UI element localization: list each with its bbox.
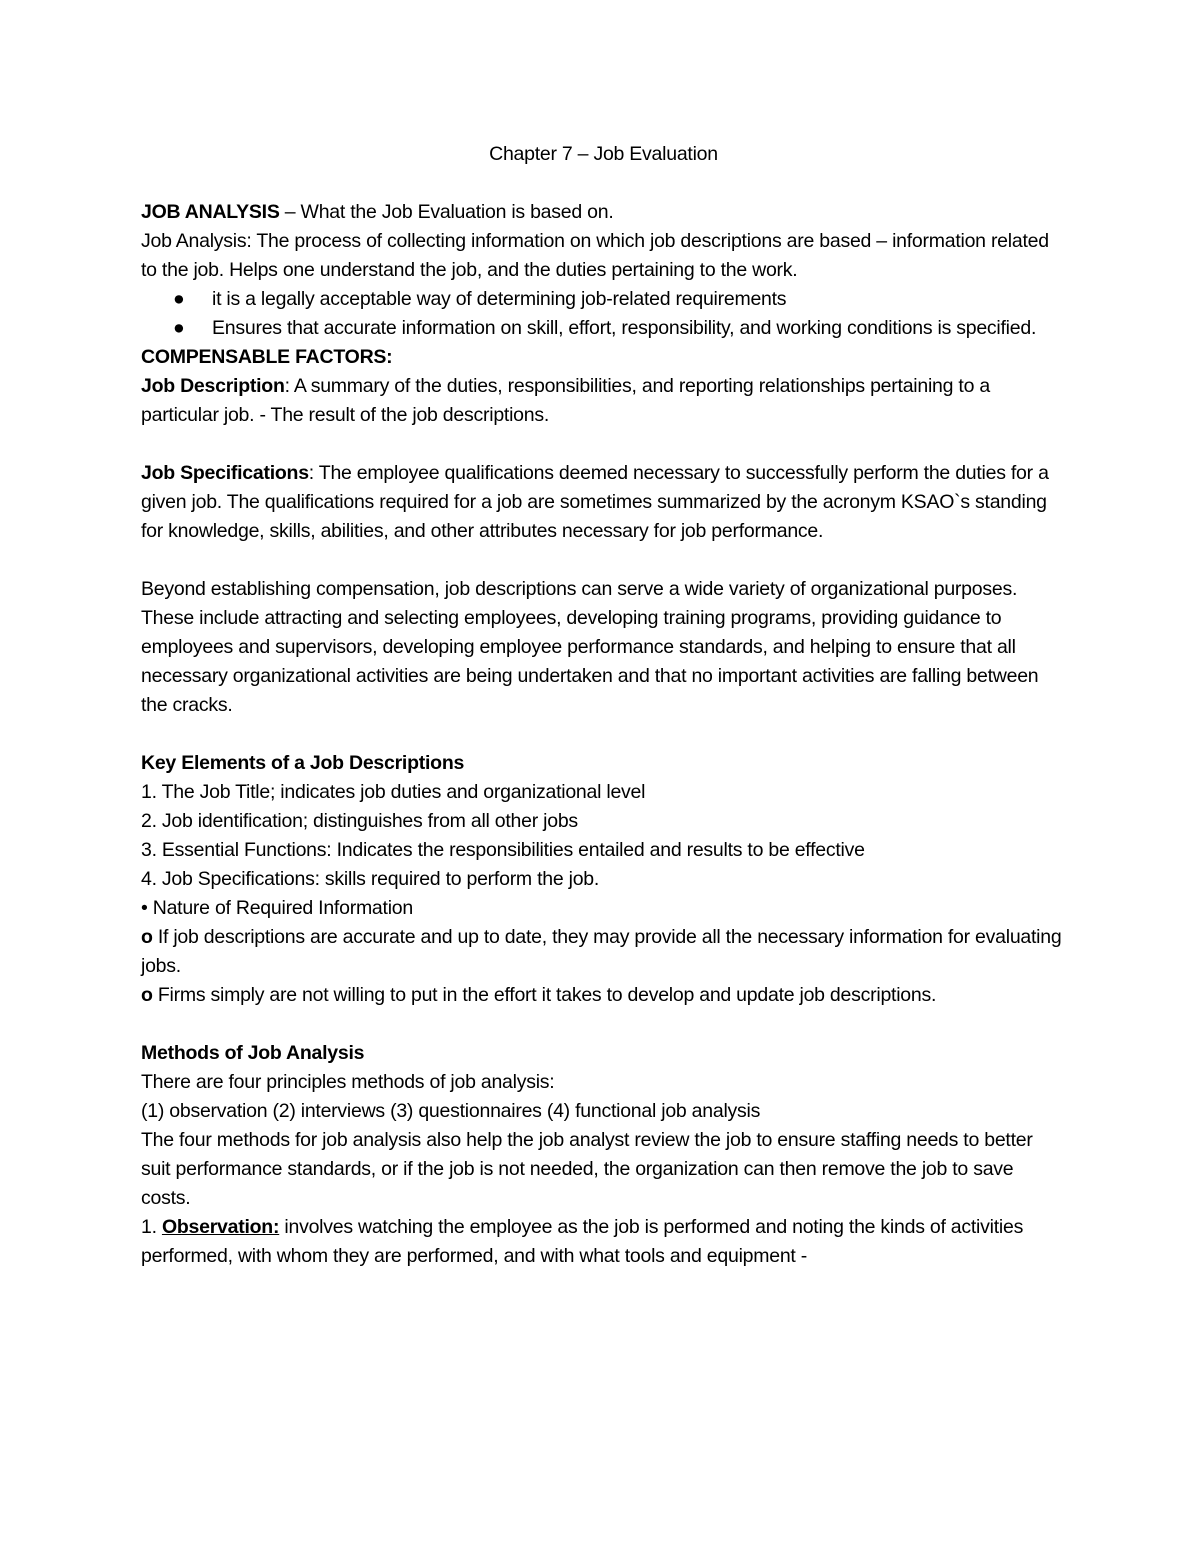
spacer bbox=[141, 546, 1066, 575]
document-page bbox=[141, 140, 1066, 1271]
observation-paragraph bbox=[141, 1213, 1066, 1271]
list-item bbox=[141, 285, 1066, 314]
observation-number: 1. bbox=[141, 1216, 162, 1238]
methods-heading: Methods of Job Analysis bbox=[141, 1042, 365, 1064]
methods-intro: There are four principles methods of job analysis: bbox=[141, 1071, 555, 1093]
document-title: Chapter 7 – Job Evaluation bbox=[489, 143, 718, 165]
spacer bbox=[141, 1010, 1066, 1039]
key-element-item: 1. The Job Title; indicates job duties and organizational level bbox=[141, 781, 646, 803]
nature-of-information-line: • Nature of Required Information bbox=[141, 897, 413, 919]
job-description-paragraph bbox=[141, 372, 1066, 430]
list-item bbox=[141, 314, 1066, 343]
key-element-item: 2. Job identification; distinguishes from all other jobs bbox=[141, 810, 578, 832]
job-analysis-bullets bbox=[141, 285, 1066, 343]
o-item-text: Firms simply are not willing to put in the effort it takes to develop and update job descriptions. bbox=[152, 984, 937, 1006]
compensable-factors-heading: COMPENSABLE FACTORS: bbox=[141, 346, 393, 368]
o-marker: o bbox=[141, 984, 153, 1006]
o-marker: o bbox=[141, 926, 153, 948]
observation-text: involves watching the employee as the job is performed and noting the kinds of activities performed, with whom they are performed, and with what tools and equipment - bbox=[141, 1216, 1024, 1267]
bullet-icon: ● bbox=[173, 288, 185, 310]
o-item bbox=[141, 981, 1066, 1010]
methods-list: (1) observation (2) interviews (3) questionnaires (4) functional job analysis bbox=[141, 1100, 761, 1122]
spacer bbox=[141, 430, 1066, 459]
o-item bbox=[141, 923, 1066, 981]
key-element-item: 3. Essential Functions: Indicates the responsibilities entailed and results to be effective bbox=[141, 839, 865, 861]
bullet-icon: ● bbox=[173, 317, 185, 339]
observation-term: Observation: bbox=[161, 1216, 280, 1238]
methods-paragraph: The four methods for job analysis also help the job analyst review the job to ensure staffing needs to better suit performance standards, or if the job is not needed, the organization can then remove the job to save costs. bbox=[141, 1129, 1033, 1209]
job-specifications-paragraph bbox=[141, 459, 1066, 546]
job-analysis-heading: JOB ANALYSIS bbox=[141, 201, 280, 223]
job-analysis-heading-rest: – What the Job Evaluation is based on. bbox=[279, 201, 614, 223]
job-specifications-text: : The employee qualifications deemed necessary to successfully perform the duties for a given job. The qualifications required for a job are sometimes summarized by the acronym KSAO`s standing for knowledge, skills, abilities, and other attributes necessary for job performance. bbox=[141, 462, 1049, 542]
spacer bbox=[141, 720, 1066, 749]
job-analysis-heading-line bbox=[141, 198, 1066, 227]
o-item-text: If job descriptions are accurate and up to date, they may provide all the necessary information for evaluating jobs. bbox=[141, 926, 1062, 977]
bullet-text: it is a legally acceptable way of determining job-related requirements bbox=[212, 288, 787, 310]
job-description-term: Job Description bbox=[141, 375, 285, 397]
job-specifications-term: Job Specifications bbox=[141, 462, 309, 484]
key-elements-heading: Key Elements of a Job Descriptions bbox=[141, 752, 465, 774]
beyond-compensation-paragraph: Beyond establishing compensation, job descriptions can serve a wide variety of organizational purposes. These include attracting and selecting employees, developing training programs, providing guidance to employees and supervisors, developing employee performance standards, and helping to ensure that all necessary organizational activities are being undertaken and that no important activities are falling between the cracks. bbox=[141, 578, 1039, 716]
job-description-text: : A summary of the duties, responsibilities, and reporting relationships pertaining to a particular job. - The result of the job descriptions. bbox=[141, 375, 990, 426]
key-element-item: 4. Job Specifications: skills required to perform the job. bbox=[141, 868, 600, 890]
job-analysis-definition: Job Analysis: The process of collecting information on which job descriptions are based – information related to the job. Helps one understand the job, and the duties pertaining to the work. bbox=[141, 230, 1049, 281]
bullet-text: Ensures that accurate information on skill, effort, responsibility, and working conditions is specified. bbox=[212, 317, 1037, 339]
